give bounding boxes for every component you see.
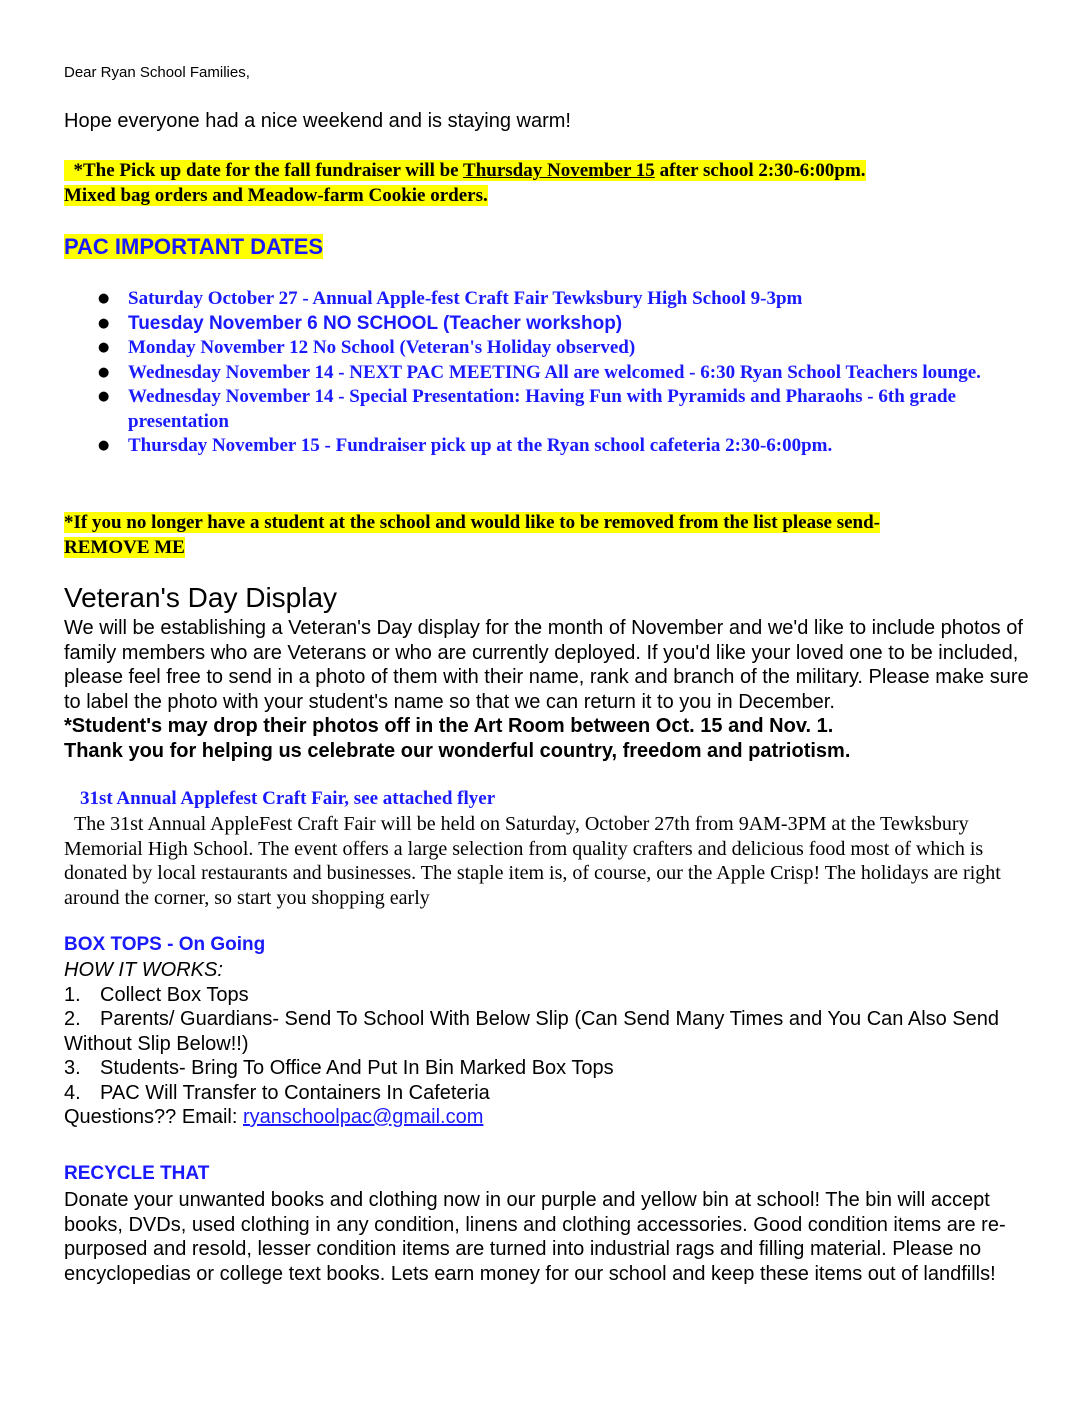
veterans-section	[64, 616, 1034, 763]
list-item: ● Saturday October 27 - Annual Apple-fest Craft Fair Tewksbury High School 9-3pm	[64, 287, 1034, 312]
applefest-title: 31st Annual Applefest Craft Fair, see attached flyer	[80, 788, 496, 809]
bullet-icon: ●	[98, 438, 110, 453]
veterans-title: Veteran's Day Display	[64, 582, 338, 613]
pickup-notice	[64, 158, 866, 208]
bullet-icon: ●	[98, 389, 110, 404]
list-item: 4. PAC Will Transfer to Containers In Cafeteria	[64, 1081, 490, 1104]
bullet-icon: ●	[98, 340, 110, 355]
list-item: ● Monday November 12 No School (Veteran's Holiday observed)	[64, 336, 1034, 361]
pac-dates-list	[64, 287, 1034, 459]
recycle-title: RECYCLE THAT	[64, 1163, 210, 1184]
list-item: 2. Parents/ Guardians- Send To School With Below Slip (Can Send Many Times and You Can Also Send Without Slip Below!!)	[64, 1008, 1000, 1055]
list-item: ● Thursday November 15 - Fundraiser pick up at the Ryan school cafeteria 2:30-6:00pm.	[64, 434, 1034, 459]
pickup-prefix: *The Pick up date for the fall fundraiser will be	[73, 160, 464, 181]
bullet-icon: ●	[98, 315, 110, 331]
boxtops-section	[64, 958, 1034, 1130]
list-item: ● Wednesday November 14 - NEXT PAC MEETING All are welcomed - 6:30 Ryan School Teachers lounge.	[64, 361, 1034, 386]
veterans-body: We will be establishing a Veteran's Day display for the month of November and we'd like to include photos of family members who are Veterans or who are currently deployed. If you'd like your loved one to be included, please feel free to send in a photo of them with their name, rank and branch of the military. Please make sure to label the photo with your student's name so that we can return it to you in December.	[64, 617, 1029, 713]
email-link[interactable]: ryanschoolpac@gmail.com	[242, 1106, 484, 1128]
veterans-note-1: *Student's may drop their photos off in the Art Room between Oct. 15 and Nov. 1.	[64, 715, 834, 737]
pickup-suffix: after school 2:30-6:00pm.	[654, 160, 866, 181]
boxtops-how: HOW IT WORKS:	[64, 959, 223, 981]
remove-notice: *If you no longer have a student at the school and would like to be removed from the list please send- REMOVE ME	[64, 512, 880, 558]
recycle-body: Donate your unwanted books and clothing now in our purple and yellow bin at school! The bin will accept books, DVDs, used clothing in any condition, linens and clothing accessories. Good condition items are re-purposed and resold, lesser condition items are turned into industrial rags and filling material. Please no encyclopedias or college text books. Lets earn money for our school and keep these items out of landfills!	[64, 1189, 1006, 1285]
bullet-icon: ●	[98, 364, 110, 380]
veterans-note-2: Thank you for helping us celebrate our wonderful country, freedom and patriotism.	[64, 739, 851, 762]
applefest-body: The 31st Annual AppleFest Craft Fair will be held on Saturday, October 27th from 9AM-3PM at the Tewksbury Memorial High School. The event offers a large selection from quality crafters and delicious food most of which is donated by local restaurants and businesses. The staple item is, of course, our the Apple Crisp! The holidays are right around the corner, so start you shopping early	[64, 813, 1001, 909]
hope-line: Hope everyone had a nice weekend and is staying warm!	[64, 110, 571, 132]
greeting: Dear Ryan School Families,	[64, 64, 250, 81]
bullet-icon: ●	[98, 291, 110, 306]
list-item: ● Wednesday November 14 - Special Presentation: Having Fun with Pyramids and Pharaohs - 6th grade presentation	[98, 386, 956, 432]
list-item: 3. Students- Bring To Office And Put In Bin Marked Box Tops	[64, 1057, 614, 1079]
pac-dates-title: PAC IMPORTANT DATES	[64, 234, 324, 259]
list-item: ● Tuesday November 6 NO SCHOOL (Teacher workshop)	[64, 312, 1034, 337]
pickup-line2: Mixed bag orders and Meadow-farm Cookie orders.	[64, 185, 488, 206]
pickup-date: Thursday November 15	[463, 160, 655, 181]
list-item: 1. Collect Box Tops	[64, 983, 249, 1006]
boxtops-questions: Questions?? Email: ryanschoolpac@gmail.com	[64, 1106, 484, 1128]
boxtops-title: BOX TOPS - On Going	[64, 934, 266, 955]
